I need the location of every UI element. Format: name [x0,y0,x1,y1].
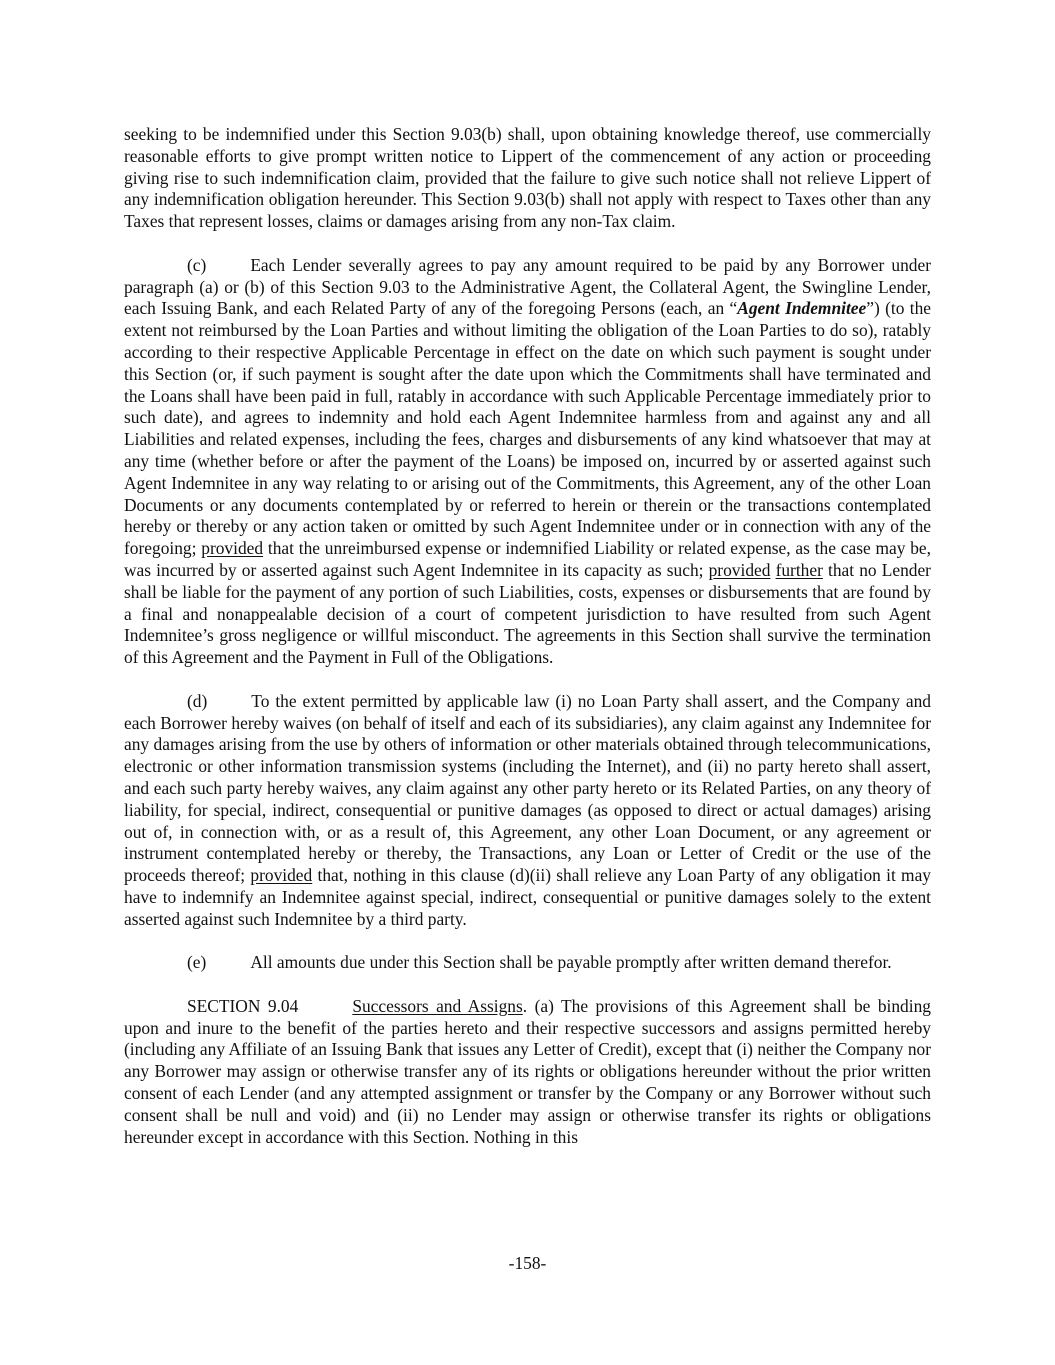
paragraph-continuation [124,124,931,233]
underlined-term: provided [708,559,771,580]
paragraph-text: To the extent permitted by applicable law (i) no Loan Party shall assert, and the Company and each Borrower hereby waives (on behalf of itself and each of its subsidiaries), any claim against any Indemnitee for any damages arising from the use by others of information or other materials obtained through telecommunications, electronic or other information transmission systems (including the Internet), and (ii) no party hereto shall assert, and each such party hereby waives, any claim against any other party hereto or its Related Parties, on any theory of liability, for special, indirect, consequential or punitive damages (as opposed to direct or actual damages) arising out of, in connection with, or as a result of, this Agreement, any other Loan Document, or any agreement or instrument contemplated hereby or thereby, the Transactions, any Loan or Letter of Credit or the use of the proceeds thereof; [124,690,931,886]
clause-label: (d) [187,690,208,711]
section-9-04 [124,996,931,1149]
paragraph-e [124,952,931,974]
paragraph-text: Each Lender severally agrees to pay any amount required to be paid by any Borrower under paragraph (a) or (b) of this Section 9.03 to the Administrative Agent, the Collateral Agent, the Swingline Lender, each Issuing Bank, and each Related Party of any of the foregoing Persons (each, an “ [124,254,931,319]
clause-label: (c) [187,254,207,275]
paragraph-text: that the unreimbursed expense or indemnified Liability or related expense, as the case may be, was incurred by or asserted against such Agent Indemnitee in its capacity as such; [124,538,931,580]
document-body [124,124,931,1170]
page-number: -158- [508,1253,547,1273]
underlined-term: provided [250,865,313,886]
section-number: SECTION 9.04 [187,995,299,1016]
paragraph-text: . (a) The provisions of this Agreement shall be binding upon and inure to the benefit of the parties hereto and their respective successors and assigns permitted hereby (including any Affiliate of an Issuing Bank that issues any Letter of Credit), except that (i) neither the Company nor any Borrower may assign or otherwise transfer any of its rights or obligations hereunder without the prior written consent of each Lender (and any attempted assignment or transfer by the Company or any Borrower without such consent shall be null and void) and (ii) no Lender may assign or otherwise transfer its rights or obligations hereunder except in accordance with this Section. Nothing in this [124,995,931,1147]
paragraph-text: seeking to be indemnified under this Section 9.03(b) shall, upon obtaining knowledge thereof, use commercially reasonable efforts to give prompt written notice to Lippert of the commencement of any action or proceeding giving rise to such indemnification claim, provided that the failure to give such notice shall not relieve Lippert of any indemnification obligation hereunder. This Section 9.03(b) shall not apply with respect to Taxes other than any Taxes that represent losses, claims or damages arising from any non-Tax claim. [124,124,931,232]
paragraph-text: ”) (to the extent not reimbursed by the Loan Parties and without limiting the obligation of the Loan Parties to do so), ratably according to their respective Applicable Percentage in effect on the date on which such payment is sought under this Section (or, if such payment is sought after the date upon which the Commitments shall have terminated and the Loans shall have been paid in full, ratably in accordance with such Applicable Percentage immediately prior to such date), and agrees to indemnity and hold each Agent Indemnitee harmless from and against any and all Liabilities and related expenses, including the fees, charges and disbursements of any kind whatsoever that may at any time (whether before or after the payment of the Loans) be imposed on, incurred by or asserted against such Agent Indemnitee in any way relating to or arising out of the Commitments, this Agreement, any of the other Loan Documents or any documents contemplated by or referred to herein or therein or the transactions contemplated hereby or thereby or any action taken or omitted by such Agent Indemnitee under or in connection with any of the foregoing; [124,298,931,559]
underlined-term: provided [201,538,264,559]
section-heading: Successors and Assigns [352,995,523,1016]
underlined-term: further [775,559,823,580]
paragraph-text: that, nothing in this clause (d)(ii) shall relieve any Loan Party of any obligation it may have to indemnify an Indemnitee against special, indirect, consequential or punitive damages solely to the extent asserted against such Indemnitee by a third party. [124,865,931,929]
paragraph-d [124,691,931,931]
paragraph-text: that no Lender shall be liable for the payment of any portion of such Liabilities, costs, expenses or disbursements that are found by a final and nonappealable decision of a court of competent jurisdiction to have resulted from such Agent Indemnitee’s gross negligence or willful misconduct. The agreements in this Section shall survive the termination of this Agreement and the Payment in Full of the Obligations. [124,559,931,668]
paragraph-c [124,255,931,669]
defined-term: Agent Indemnitee [737,298,867,319]
paragraph-text: All amounts due under this Section shall be payable promptly after written demand therefor. [250,952,892,973]
clause-label: (e) [187,952,207,973]
